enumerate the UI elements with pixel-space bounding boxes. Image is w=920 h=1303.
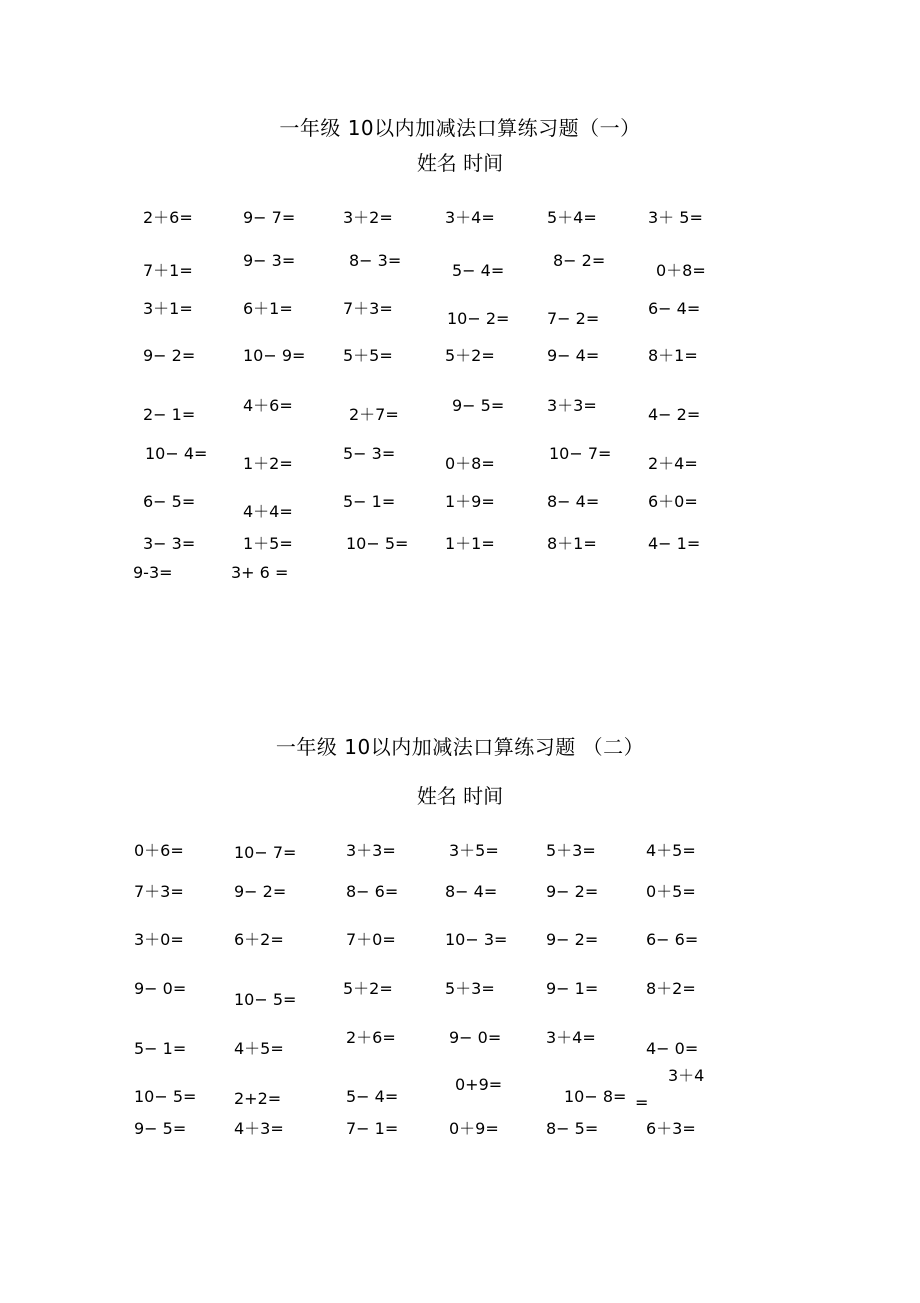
problem-1-5: 5＋4= [547,208,597,227]
problem-1-3: 3＋2= [343,208,393,227]
sheet-2-subtitle: 姓名 时间 [416,784,504,808]
problem-1-34: 0＋8= [445,454,495,473]
problem-1-10: 5− 4= [452,261,505,280]
problem-1-13: 3＋1= [143,299,193,318]
problem-1-22: 5＋2= [445,346,495,365]
problem-1-47: 8＋1= [547,534,597,553]
problem-1-49: 9-3= [133,563,173,582]
problem-1-19: 9− 2= [143,346,196,365]
problem-2-12: 0＋5= [646,882,696,901]
problem-2-35: 10− 8= [564,1087,627,1106]
problem-2-18: 6− 6= [646,930,699,949]
problem-2-41: 8− 5= [546,1119,599,1138]
problem-2-36: 3＋4 [668,1066,705,1085]
problem-1-40: 1＋9= [445,492,495,511]
problem-2-37: 9− 5= [134,1119,187,1138]
problem-2-29: 3＋4= [546,1028,596,1047]
problem-1-32: 1＋2= [243,454,293,473]
problem-1-9: 8− 3= [349,251,402,270]
problem-2-40: 0＋9= [449,1119,499,1138]
problem-1-27: 2＋7= [349,405,399,424]
problem-2-25: 5− 1= [134,1039,187,1058]
problem-2-11: 9− 2= [546,882,599,901]
problem-1-16: 10− 2= [447,309,510,328]
sheet-2-title: 一年级 10以内加减法口算练习题 （二） [275,735,645,759]
problem-1-38: 4＋4= [243,502,293,521]
problem-1-7: 7＋1= [143,261,193,280]
problem-2-28: 9− 0= [449,1028,502,1047]
problem-1-14: 6＋1= [243,299,293,318]
problem-1-28: 9− 5= [452,396,505,415]
problem-2-9: 8− 6= [346,882,399,901]
problem-1-18: 6− 4= [648,299,701,318]
problem-1-46: 1＋1= [445,534,495,553]
problem-1-39: 5− 1= [343,492,396,511]
problem-2-24: 8＋2= [646,979,696,998]
problem-1-48: 4− 1= [648,534,701,553]
problem-2-21: 5＋2= [343,979,393,998]
problem-1-4: 3＋4= [445,208,495,227]
problem-1-1: 2＋6= [143,208,193,227]
problem-2-38: 4＋3= [234,1119,284,1138]
problem-2-6: 4＋5= [646,841,696,860]
problem-1-15: 7＋3= [343,299,393,318]
problem-1-23: 9− 4= [547,346,600,365]
problem-1-2: 9− 7= [243,208,296,227]
problem-2-34: 0+9= [455,1075,503,1094]
problem-1-35: 10− 7= [549,444,612,463]
problem-2-23: 9− 1= [546,979,599,998]
problem-1-21: 5＋5= [343,346,393,365]
problem-2-27: 2＋6= [346,1028,396,1047]
problem-1-12: 0＋8= [656,261,706,280]
problem-1-41: 8− 4= [547,492,600,511]
problem-1-29: 3＋3= [547,396,597,415]
problem-2-7: 7＋3= [134,882,184,901]
problem-2-36-equals: = [635,1093,649,1112]
problem-2-39: 7− 1= [346,1119,399,1138]
problem-2-33: 5− 4= [346,1087,399,1106]
problem-2-15: 7＋0= [346,930,396,949]
problem-2-2: 10− 7= [234,843,297,862]
problem-2-10: 8− 4= [445,882,498,901]
problem-2-13: 3＋0= [134,930,184,949]
problem-1-20: 10− 9= [243,346,306,365]
problem-2-17: 9− 2= [546,930,599,949]
problem-2-30: 4− 0= [646,1039,699,1058]
problem-2-16: 10− 3= [445,930,508,949]
problem-1-37: 6− 5= [143,492,196,511]
problem-1-17: 7− 2= [547,309,600,328]
problem-1-43: 3− 3= [143,534,196,553]
problem-2-22: 5＋3= [445,979,495,998]
sheet-1-title: 一年级 10以内加减法口算练习题（一） [279,116,641,140]
problem-2-3: 3＋3= [346,841,396,860]
sheet-1-subtitle: 姓名 时间 [416,151,504,175]
problem-2-20: 10− 5= [234,990,297,1009]
problem-1-6: 3＋ 5= [648,208,703,227]
problem-2-19: 9− 0= [134,979,187,998]
problem-2-5: 5＋3= [546,841,596,860]
problem-2-32: 2+2= [234,1089,282,1108]
problem-1-42: 6＋0= [648,492,698,511]
problem-1-8: 9− 3= [243,251,296,270]
problem-1-25: 2− 1= [143,405,196,424]
problem-2-31: 10− 5= [134,1087,197,1106]
problem-2-42: 6＋3= [646,1119,696,1138]
problem-1-11: 8− 2= [553,251,606,270]
problem-1-45: 10− 5= [346,534,409,553]
problem-2-4: 3＋5= [449,841,499,860]
problem-1-50: 3+ 6 = [231,563,289,582]
problem-1-30: 4− 2= [648,405,701,424]
problem-2-1: 0＋6= [134,841,184,860]
problem-1-31: 10− 4= [145,444,208,463]
problem-1-26: 4＋6= [243,396,293,415]
problem-1-33: 5− 3= [343,444,396,463]
problem-1-36: 2＋4= [648,454,698,473]
problem-2-26: 4＋5= [234,1039,284,1058]
problem-2-8: 9− 2= [234,882,287,901]
problem-1-24: 8＋1= [648,346,698,365]
problem-1-44: 1＋5= [243,534,293,553]
problem-2-14: 6＋2= [234,930,284,949]
